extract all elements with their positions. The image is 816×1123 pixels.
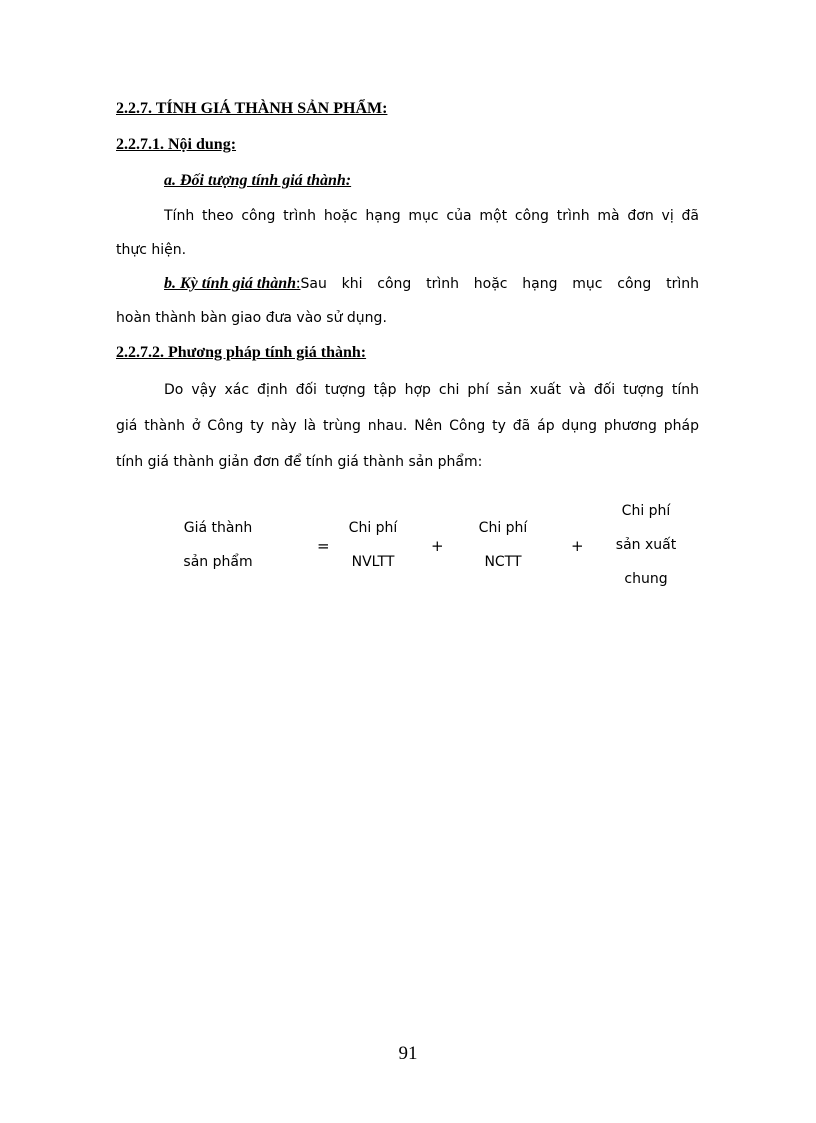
paragraph-1a-line-1: Tính theo công trình hoặc hạng mục của một công trình mà đơn vị đã <box>164 208 699 224</box>
formula-term-1-line-2: NVLTT <box>351 554 395 570</box>
formula-term-3-line-3: chung <box>624 571 668 587</box>
paragraph-1b-text: Sau khi công trình hoặc hạng mục công trình <box>300 276 699 292</box>
formula-lhs <box>160 511 276 579</box>
formula-term-1 <box>330 511 416 579</box>
formula-plus-sign-1: + <box>431 537 444 555</box>
paragraph-2-line-2: giá thành ở Công ty này là trùng nhau. Nên Công ty đã áp dụng phương pháp <box>116 418 699 434</box>
subsection-1b-colon: : <box>296 275 301 292</box>
formula-equals-sign: = <box>317 537 330 555</box>
formula-plus-sign-2: + <box>571 537 584 555</box>
section-title: 2.2.7. TÍNH GIÁ THÀNH SẢN PHẨM: <box>116 100 388 117</box>
formula-term-2-line-2: NCTT <box>484 554 522 570</box>
page-number: 91 <box>398 1043 418 1064</box>
formula-lhs-line-2: sản phẩm <box>183 554 253 570</box>
formula-term-2-line-1: Chi phí <box>478 520 528 536</box>
paragraph-1b-line-2: hoàn thành bàn giao đưa vào sử dụng. <box>116 310 387 326</box>
formula-term-3-line-2: sản xuất <box>615 537 677 553</box>
paragraph-1a-line-2: thực hiện. <box>116 242 187 258</box>
paragraph-2-line-3: tính giá thành giản đơn để tính giá thành sản phẩm: <box>116 454 483 470</box>
subsection-1a-title: a. Đối tượng tính giá thành: <box>164 172 352 189</box>
formula-term-3 <box>596 494 696 596</box>
subsection-1b-title: b. Kỳ tính giá thành <box>164 275 297 292</box>
formula-term-3-line-1: Chi phí <box>621 503 671 519</box>
subsection-2-title: 2.2.7.2. Phương pháp tính giá thành: <box>116 344 367 361</box>
paragraph-2-line-1: Do vậy xác định đối tượng tập hợp chi phí sản xuất và đối tượng tính <box>164 382 699 398</box>
subsection-1-title: 2.2.7.1. Nội dung: <box>116 136 237 153</box>
formula-term-1-line-1: Chi phí <box>348 520 398 536</box>
formula-term-2 <box>460 511 546 579</box>
paragraph-1b-line-1 <box>164 274 699 294</box>
formula-lhs-line-1: Giá thành <box>183 520 253 536</box>
